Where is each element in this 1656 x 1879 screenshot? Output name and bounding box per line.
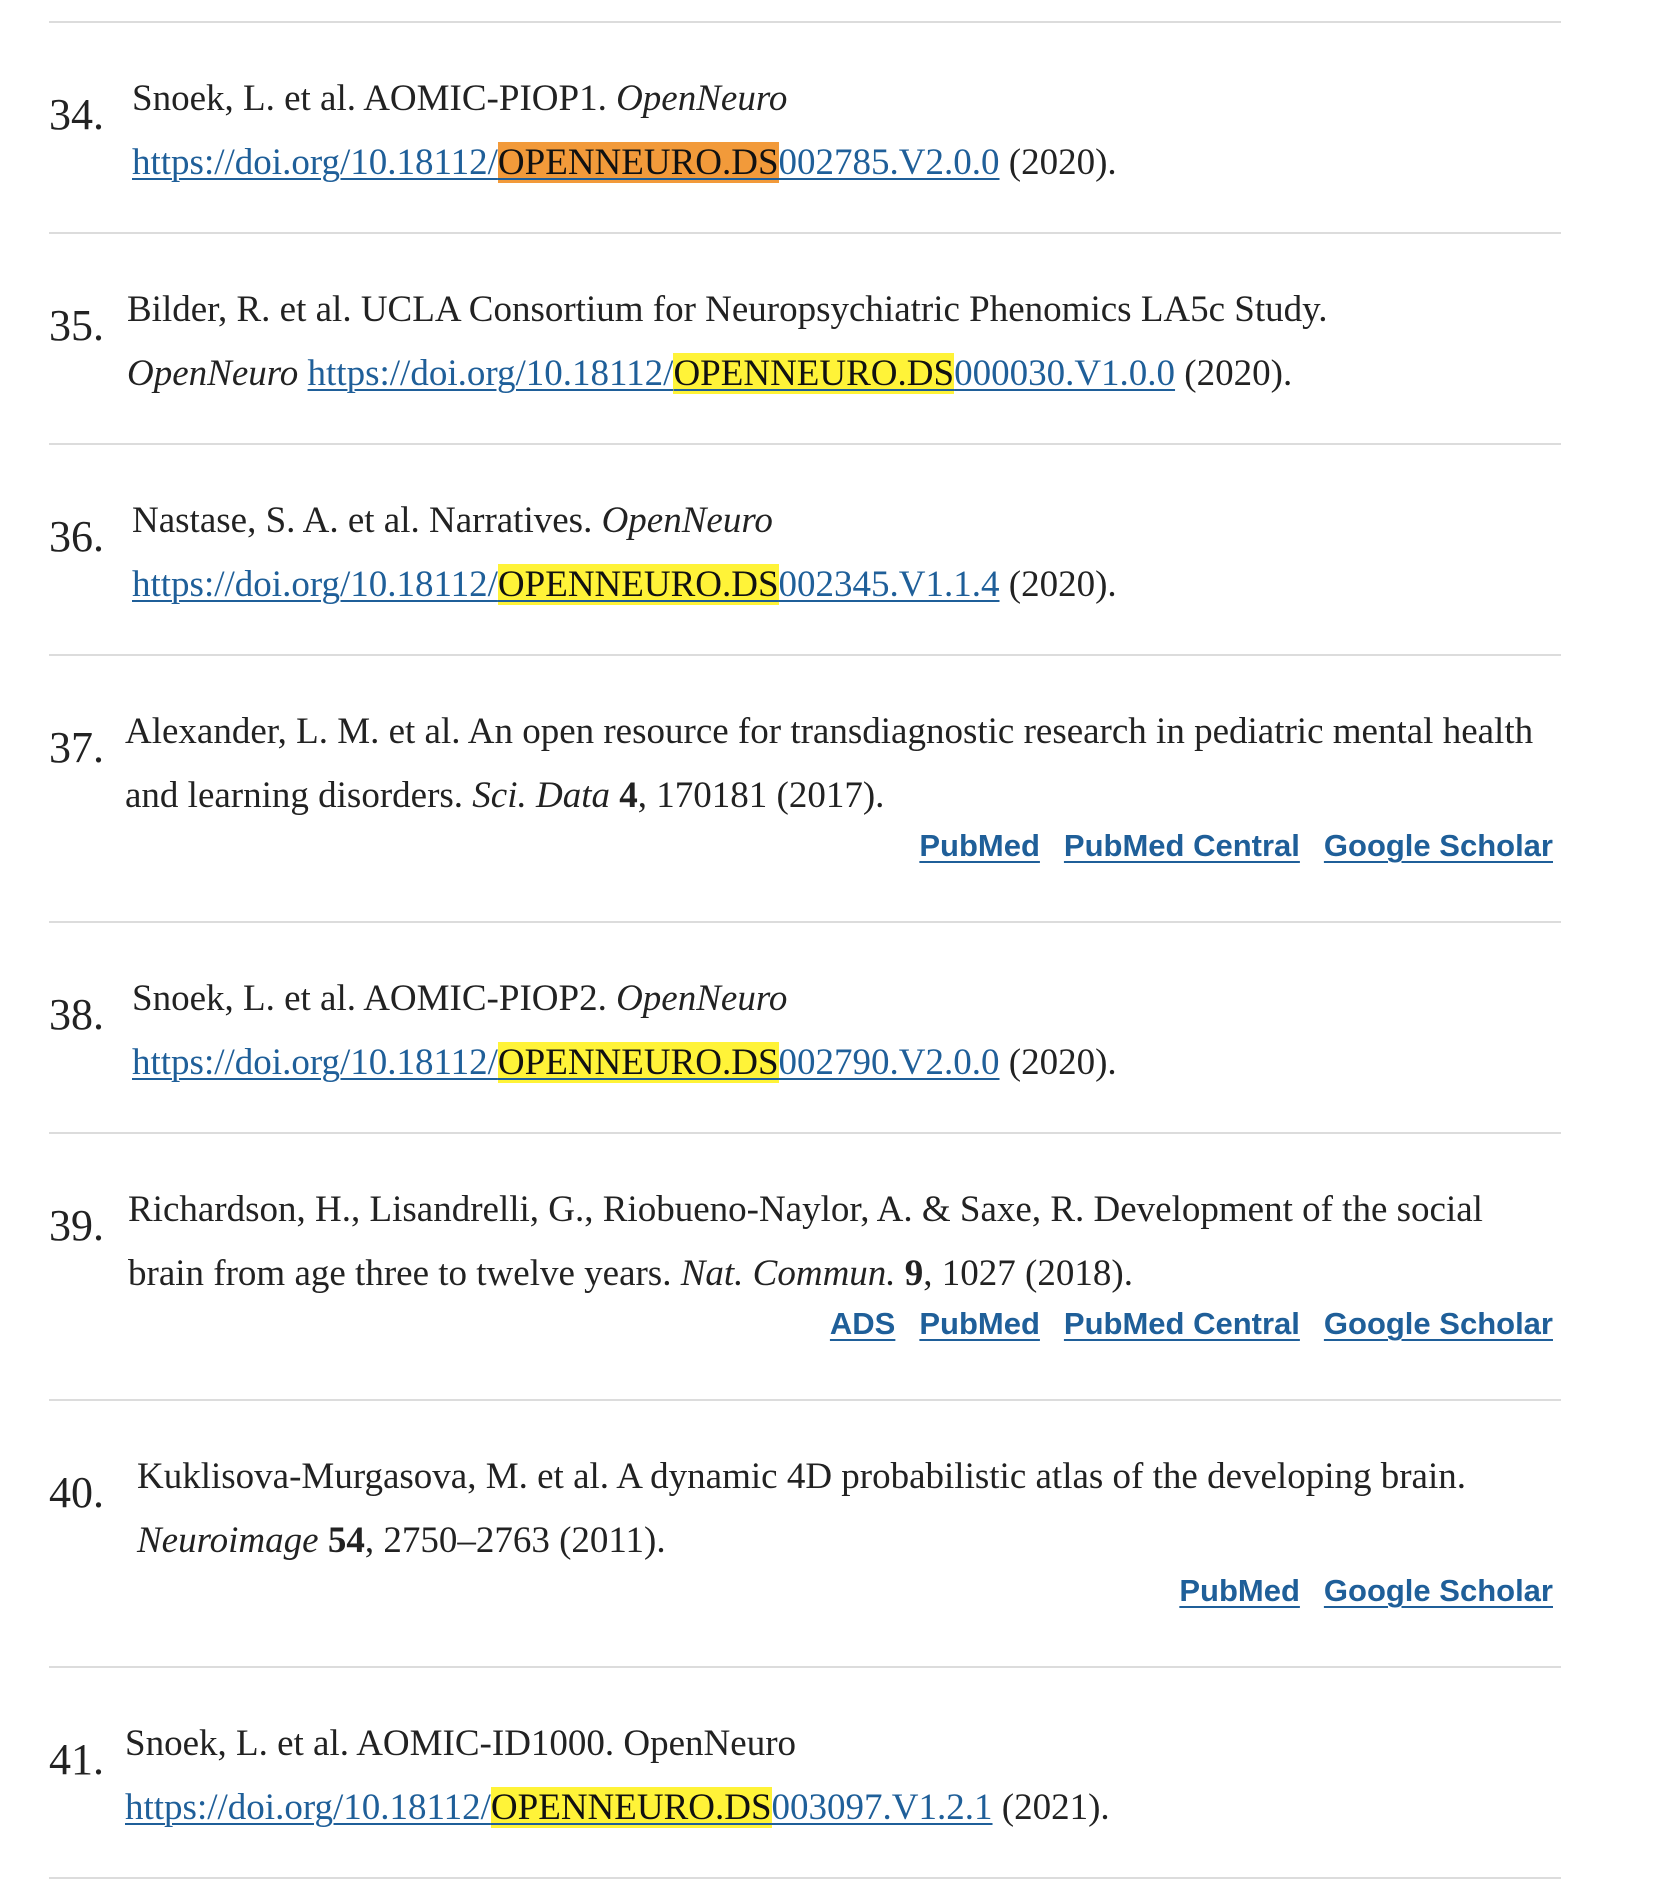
reference-volume: 9 [904,1253,924,1294]
reference-number: 40. [49,1468,104,1517]
reference-year: (2020). [999,564,1117,605]
doi-prefix: https://doi.org/10.18112/ [132,142,498,183]
reference-year: (2021). [992,1787,1110,1828]
reference-authors-title: Alexander, L. M. et al. An open resource for transdiagnostic research in pediatric mental health and learning disorders. [125,711,1534,816]
reference-pages-year: , 170181 (2017). [637,775,885,816]
reference-journal: OpenNeuro [616,78,788,119]
doi-suffix: 002785.V2.0.0 [778,142,1000,183]
reference-text [128,1178,1561,1306]
reference-journal: OpenNeuro [127,353,299,394]
reference-item-34 [49,23,1561,232]
reference-text [125,700,1561,828]
pubmed-link[interactable]: PubMed [1179,1573,1300,1608]
doi-prefix: https://doi.org/10.18112/ [125,1787,491,1828]
reference-journal: OpenNeuro [616,978,788,1019]
reference-number: 36. [49,512,104,561]
pubmed-central-link[interactable]: PubMed Central [1063,828,1300,863]
reference-links [1179,1573,1553,1609]
reference-number: 39. [49,1201,104,1250]
doi-highlight: OPENNEURO.DS [497,1042,779,1083]
doi-link[interactable] [132,142,1000,183]
reference-authors-title: Kuklisova-Murgasova, M. et al. A dynamic 4D probabilistic atlas of the developing brain. [137,1456,1467,1497]
doi-highlight: OPENNEURO.DS [497,142,779,183]
reference-item-40 [49,1401,1561,1666]
reference-pages-year: , 1027 (2018). [923,1253,1133,1294]
doi-link[interactable] [125,1787,993,1828]
doi-suffix: 002790.V2.0.0 [778,1042,1000,1083]
doi-prefix: https://doi.org/10.18112/ [307,353,674,394]
reference-volume: 54 [327,1520,365,1561]
reference-item-39 [49,1134,1561,1399]
reference-text [125,1712,1555,1840]
reference-journal: Neuroimage [137,1520,319,1561]
doi-suffix: 003097.V1.2.1 [771,1787,993,1828]
reference-item-35 [49,234,1561,443]
reference-number: 35. [49,301,104,350]
reference-authors-title: Bilder, R. et al. UCLA Consortium for Neuropsychiatric Phenomics LA5c Study. [127,289,1328,330]
reference-text [132,67,1562,195]
reference-authors-title: Snoek, L. et al. AOMIC-PIOP2. [132,978,617,1019]
doi-suffix: 002345.V1.1.4 [778,564,1000,605]
doi-link[interactable] [132,564,1000,605]
reference-text [132,489,1562,617]
reference-authors-title: Snoek, L. et al. AOMIC-ID1000. OpenNeuro [125,1723,797,1764]
doi-highlight: OPENNEURO.DS [490,1787,772,1828]
reference-number: 37. [49,723,104,772]
reference-number: 41. [49,1735,104,1784]
doi-highlight: OPENNEURO.DS [673,353,955,394]
reference-journal: OpenNeuro [601,500,773,541]
reference-links [919,828,1553,864]
pubmed-central-link[interactable]: PubMed Central [1063,1306,1300,1341]
reference-item-41 [49,1668,1561,1877]
doi-link[interactable] [132,1042,1000,1083]
ads-link[interactable]: ADS [829,1306,896,1341]
doi-prefix: https://doi.org/10.18112/ [132,564,498,605]
reference-number: 38. [49,990,104,1039]
reference-item-38 [49,923,1561,1132]
reference-year: (2020). [999,142,1117,183]
google-scholar-link[interactable]: Google Scholar [1323,1573,1553,1608]
doi-suffix: 000030.V1.0.0 [954,353,1176,394]
pubmed-link[interactable]: PubMed [919,828,1040,863]
reference-links [830,1306,1553,1342]
google-scholar-link[interactable]: Google Scholar [1323,1306,1553,1341]
doi-prefix: https://doi.org/10.18112/ [132,1042,498,1083]
doi-link[interactable] [308,353,1176,394]
reference-list [49,0,1561,1879]
reference-authors-title: Richardson, H., Lisandrelli, G., Riobueno-Naylor, A. & Saxe, R. Development of the social brain from age three to twelve years. [128,1189,1483,1294]
reference-authors-title: Nastase, S. A. et al. Narratives. [132,500,602,541]
reference-item-36 [49,445,1561,654]
google-scholar-link[interactable]: Google Scholar [1323,828,1553,863]
reference-authors-title: Snoek, L. et al. AOMIC-PIOP1. [132,78,617,119]
doi-highlight: OPENNEURO.DS [497,564,779,605]
reference-text [127,278,1557,406]
reference-journal: Sci. Data [472,775,610,816]
reference-text [137,1445,1561,1573]
reference-number: 34. [49,90,104,139]
reference-year: (2020). [999,1042,1117,1083]
reference-year: (2020). [1175,353,1293,394]
pubmed-link[interactable]: PubMed [919,1306,1040,1341]
reference-journal: Nat. Commun. [680,1253,896,1294]
reference-item-37 [49,656,1561,921]
reference-volume: 4 [619,775,638,816]
reference-pages-year: , 2750–2763 (2011). [364,1520,666,1561]
reference-text [132,967,1562,1095]
